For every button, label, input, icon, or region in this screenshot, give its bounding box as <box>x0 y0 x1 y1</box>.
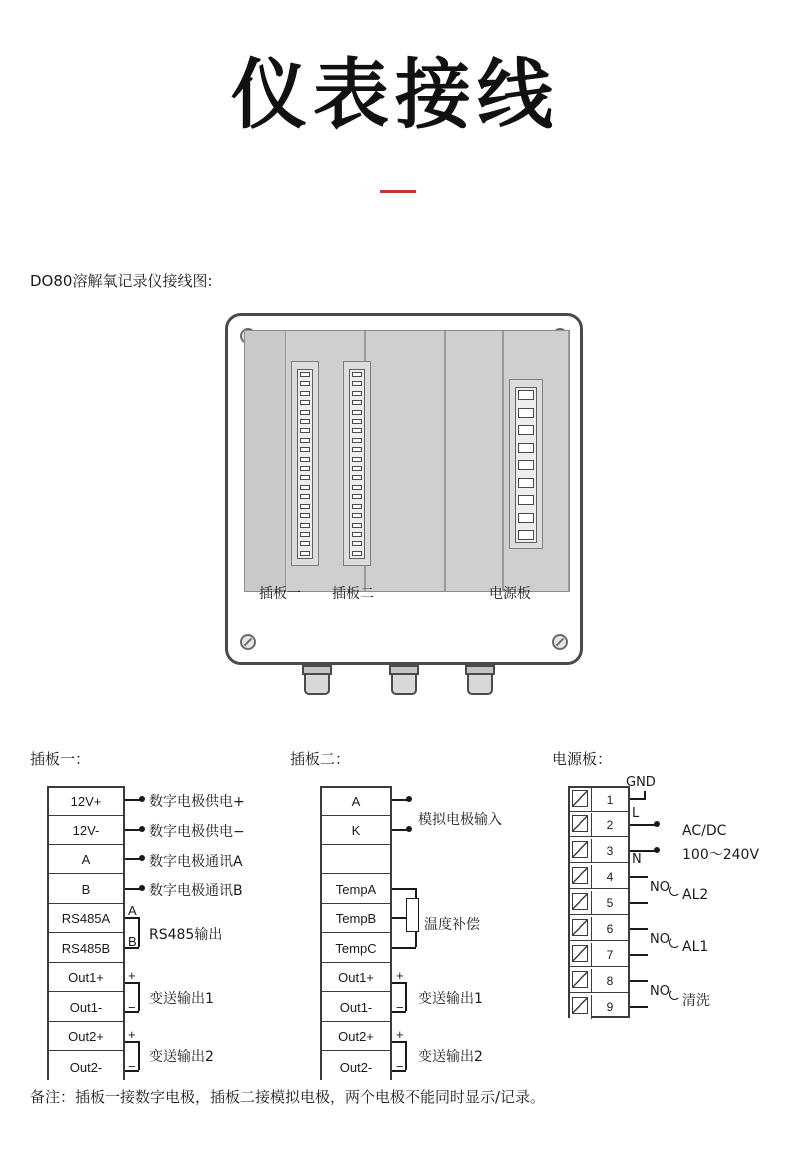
terminal-block-slot1 <box>47 786 125 1080</box>
terminal-slot2-2: K <box>322 817 390 845</box>
screw-icon <box>552 634 568 650</box>
lead-slot1-out1-bus <box>138 982 140 1011</box>
annotation-slot1-rs485: RS485输出 <box>149 927 223 943</box>
junction-dot <box>654 821 660 827</box>
sign-slot2-out2n: − <box>396 1059 404 1074</box>
annotation-slot2-out2: 变送输出2 <box>418 1049 483 1065</box>
screw-terminal-icon <box>570 943 592 966</box>
terminal-slot1-3: A <box>49 846 123 874</box>
terminal-slot1-9: Out2+ <box>49 1023 123 1051</box>
sign-slot2-out1p: + <box>396 968 404 983</box>
power-terminal-3: 3 <box>570 839 628 863</box>
annotation-slot1-out1: 变送输出1 <box>149 991 214 1007</box>
annotation-slot1-comm-a: 数字电极通讯A <box>149 854 243 870</box>
label-power-n: N <box>632 852 642 867</box>
annotation-slot2-out1: 变送输出1 <box>418 991 483 1007</box>
power-terminal-7: 7 <box>570 943 628 967</box>
screw-terminal-icon <box>570 839 592 862</box>
title-divider <box>380 190 416 193</box>
cable-gland-1 <box>304 665 330 695</box>
label-supply-type: AC/DC <box>682 823 727 839</box>
terminal-slot2-7: Out1+ <box>322 964 390 992</box>
diagram-caption: DO80溶解氧记录仪接线图: <box>30 272 213 290</box>
relay-contact-icon <box>669 937 680 948</box>
terminal-slot2-9: Out2+ <box>322 1023 390 1051</box>
instrument-enclosure <box>225 313 583 665</box>
screw-terminal-icon <box>570 995 592 1019</box>
screw-terminal-icon <box>570 865 592 888</box>
terminal-slot1-2: 12V- <box>49 817 123 845</box>
slot-3 <box>445 331 503 591</box>
label-no-wash: NO <box>650 984 670 999</box>
screw-icon <box>240 634 256 650</box>
enclosure-interior <box>244 330 570 592</box>
pin-header-power <box>515 387 537 543</box>
label-power-l: L <box>632 806 640 821</box>
sign-slot1-out1p: + <box>128 968 136 983</box>
sign-slot1-a: A <box>128 903 137 918</box>
relay-contact-icon <box>669 885 680 896</box>
annotation-slot1-comm-b: 数字电极通讯B <box>149 883 243 899</box>
terminal-slot2-4: TempA <box>322 876 390 904</box>
terminal-slot2-10: Out2- <box>322 1053 390 1081</box>
pin-header-slot1 <box>297 369 313 559</box>
annotation-slot1-power-minus: 数字电极供电− <box>149 824 245 840</box>
footer-note: 备注：插板一接数字电极，插板二接模拟电极，两个电极不能同时显示/记录。 <box>30 1088 546 1106</box>
label-supply-range: 100～240V <box>682 847 760 863</box>
sign-slot1-b: B <box>128 934 137 949</box>
power-terminal-4: 4 <box>570 865 628 889</box>
temperature-sensor-symbol <box>406 898 419 932</box>
sign-slot2-out1n: − <box>396 1000 404 1015</box>
terminal-slot1-10: Out2- <box>49 1053 123 1081</box>
sign-slot1-out2p: + <box>128 1027 136 1042</box>
junction-dot <box>406 826 412 832</box>
junction-dot <box>139 855 145 861</box>
power-terminal-9: 9 <box>570 995 628 1019</box>
group-title-power: 电源板： <box>552 750 613 768</box>
annotation-slot1-power-plus: 数字电极供电+ <box>149 794 245 810</box>
junction-dot <box>654 847 660 853</box>
lead-relay-wash-b <box>630 1006 648 1008</box>
terminal-slot1-7: Out1+ <box>49 964 123 992</box>
lead-relay-al2-b <box>630 902 648 904</box>
terminal-block-slot2 <box>320 786 392 1080</box>
lead-slot2-tempc <box>392 947 416 949</box>
label-no-al2: NO <box>650 880 670 895</box>
cable-gland-2 <box>391 665 417 695</box>
board-label-slot2: 插板二 <box>332 586 374 602</box>
terminal-block-power <box>568 786 630 1018</box>
screw-terminal-icon <box>570 917 592 940</box>
terminal-slot2-6: TempC <box>322 935 390 963</box>
power-terminal-1: 1 <box>570 788 628 812</box>
terminal-slot2-3 <box>322 846 390 874</box>
cable-gland-3 <box>467 665 493 695</box>
terminal-slot2-1: A <box>322 788 390 816</box>
sign-slot1-out2n: − <box>128 1059 136 1074</box>
terminal-slot1-4: B <box>49 876 123 904</box>
label-al2: AL2 <box>682 887 709 903</box>
lead-relay-al2-a <box>630 876 648 878</box>
power-terminal-2: 2 <box>570 813 628 837</box>
junction-dot <box>139 885 145 891</box>
terminal-slot1-1: 12V+ <box>49 788 123 816</box>
power-terminal-8: 8 <box>570 969 628 993</box>
label-no-al1: NO <box>650 932 670 947</box>
label-wash: 清洗 <box>682 993 710 1009</box>
lead-slot2-out1-bus <box>405 982 407 1011</box>
power-terminal-5: 5 <box>570 891 628 915</box>
junction-dot <box>139 796 145 802</box>
annotation-slot2-temp: 温度补偿 <box>424 917 480 933</box>
sign-slot1-out1n: − <box>128 1000 136 1015</box>
power-terminal-6: 6 <box>570 917 628 941</box>
lead-relay-al1-a <box>630 928 648 930</box>
screw-terminal-icon <box>570 788 592 811</box>
board-label-slot1: 插板一 <box>259 586 301 602</box>
screw-terminal-icon <box>570 969 592 992</box>
lead-power-gnd-up <box>644 791 646 799</box>
lead-slot1-out2-bus <box>138 1041 140 1070</box>
group-title-slot1: 插板一： <box>30 750 91 768</box>
terminal-slot2-5: TempB <box>322 905 390 933</box>
lead-slot2-out2-bus <box>405 1041 407 1070</box>
group-title-slot2: 插板二： <box>290 750 351 768</box>
terminal-slot2-8: Out1- <box>322 994 390 1022</box>
lead-slot2-tempa <box>392 888 416 890</box>
page-title: 仪表接线 <box>231 50 559 139</box>
label-al1: AL1 <box>682 939 709 955</box>
slot-2 <box>365 331 445 591</box>
annotation-slot1-out2: 变送输出2 <box>149 1049 214 1065</box>
terminal-slot1-8: Out1- <box>49 994 123 1022</box>
pin-header-slot2 <box>349 369 365 559</box>
screw-terminal-icon <box>570 891 592 914</box>
relay-contact-icon <box>669 989 680 1000</box>
lead-relay-wash-a <box>630 980 648 982</box>
junction-dot <box>406 796 412 802</box>
junction-dot <box>139 826 145 832</box>
board-label-power: 电源板 <box>489 586 531 602</box>
terminal-slot1-5: RS485A <box>49 905 123 933</box>
screw-terminal-icon <box>570 813 592 836</box>
lead-slot1-rs485-bus <box>138 917 140 947</box>
label-power-gnd: GND <box>626 775 656 790</box>
terminal-slot1-6: RS485B <box>49 935 123 963</box>
annotation-slot2-input: 模拟电极输入 <box>418 812 502 828</box>
sign-slot2-out2p: + <box>396 1027 404 1042</box>
lead-relay-al1-b <box>630 954 648 956</box>
